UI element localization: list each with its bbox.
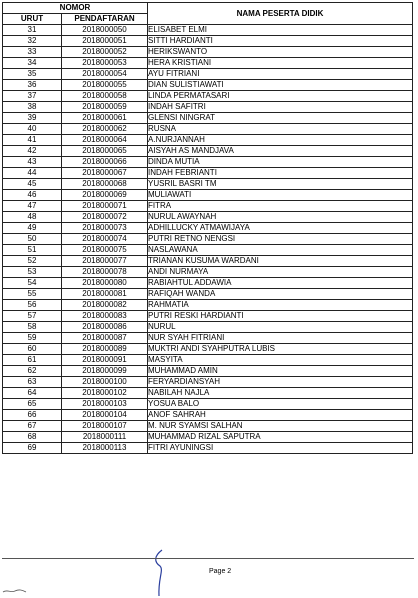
cell-nama: MUKTRI ANDI SYAHPUTRA LUBIS (148, 344, 413, 355)
cell-pendaftaran: 2018000083 (62, 311, 148, 322)
cell-nama: YOSUA BALO (148, 399, 413, 410)
table-row (3, 311, 413, 322)
table-row (3, 201, 413, 212)
table-row (3, 124, 413, 135)
table-row (3, 36, 413, 47)
table-row (3, 278, 413, 289)
cell-nama: MUHAMMAD RIZAL SAPUTRA (148, 432, 413, 443)
cell-pendaftaran: 2018000062 (62, 124, 148, 135)
header-nama-peserta: NAMA PESERTA DIDIK (148, 3, 413, 25)
table-row (3, 58, 413, 69)
footer-divider (2, 558, 414, 559)
cell-pendaftaran: 2018000113 (62, 443, 148, 454)
table-row (3, 91, 413, 102)
table-row (3, 25, 413, 36)
cell-nama: A.NURJANNAH (148, 135, 413, 146)
cell-pendaftaran: 2018000055 (62, 80, 148, 91)
cell-urut: 33 (3, 47, 62, 58)
table-row (3, 289, 413, 300)
table-row (3, 366, 413, 377)
cell-nama: FITRI AYUNINGSI (148, 443, 413, 454)
cell-nama: AYU FITRIANI (148, 69, 413, 80)
cell-pendaftaran: 2018000050 (62, 25, 148, 36)
cell-nama: DIAN SULISTIAWATI (148, 80, 413, 91)
cell-nama: TRIANAN KUSUMA WARDANI (148, 256, 413, 267)
cell-urut: 44 (3, 168, 62, 179)
cell-urut: 38 (3, 102, 62, 113)
cell-urut: 56 (3, 300, 62, 311)
cell-pendaftaran: 2018000107 (62, 421, 148, 432)
cell-urut: 52 (3, 256, 62, 267)
cell-urut: 49 (3, 223, 62, 234)
cell-nama: M. NUR SYAMSI SALHAN (148, 421, 413, 432)
table-row (3, 223, 413, 234)
cell-pendaftaran: 2018000061 (62, 113, 148, 124)
cell-nama: LINDA PERMATASARI (148, 91, 413, 102)
cell-pendaftaran: 2018000089 (62, 344, 148, 355)
table-row (3, 432, 413, 443)
table-row (3, 388, 413, 399)
table-body (3, 25, 413, 454)
pen-stroke-mark (150, 548, 170, 598)
cell-pendaftaran: 2018000073 (62, 223, 148, 234)
table-row (3, 322, 413, 333)
table-row (3, 146, 413, 157)
cell-urut: 58 (3, 322, 62, 333)
corner-scan-mark (2, 588, 28, 594)
cell-nama: GLENSI NINGRAT (148, 113, 413, 124)
cell-nama: HERIKSWANTO (148, 47, 413, 58)
cell-pendaftaran: 2018000078 (62, 267, 148, 278)
table-row (3, 47, 413, 58)
cell-pendaftaran: 2018000103 (62, 399, 148, 410)
cell-pendaftaran: 2018000059 (62, 102, 148, 113)
cell-pendaftaran: 2018000086 (62, 322, 148, 333)
cell-urut: 43 (3, 157, 62, 168)
cell-nama: DINDA MUTIA (148, 157, 413, 168)
table-row (3, 102, 413, 113)
cell-pendaftaran: 2018000100 (62, 377, 148, 388)
cell-nama: RUSNA (148, 124, 413, 135)
cell-pendaftaran: 2018000064 (62, 135, 148, 146)
cell-nama: PUTRI RETNO NENGSI (148, 234, 413, 245)
header-pendaftaran: PENDAFTARAN (62, 14, 148, 25)
cell-urut: 57 (3, 311, 62, 322)
cell-nama: AISYAH AS MANDJAVA (148, 146, 413, 157)
cell-urut: 40 (3, 124, 62, 135)
cell-pendaftaran: 2018000066 (62, 157, 148, 168)
cell-nama: MASYITA (148, 355, 413, 366)
cell-pendaftaran: 2018000067 (62, 168, 148, 179)
cell-urut: 60 (3, 344, 62, 355)
cell-urut: 48 (3, 212, 62, 223)
table-row (3, 113, 413, 124)
cell-pendaftaran: 2018000068 (62, 179, 148, 190)
table-row (3, 267, 413, 278)
table-row (3, 234, 413, 245)
cell-pendaftaran: 2018000091 (62, 355, 148, 366)
cell-nama: NURUL (148, 322, 413, 333)
cell-nama: RAFIQAH WANDA (148, 289, 413, 300)
cell-urut: 46 (3, 190, 62, 201)
cell-pendaftaran: 2018000053 (62, 58, 148, 69)
cell-nama: NUR SYAH FITRIANI (148, 333, 413, 344)
cell-urut: 50 (3, 234, 62, 245)
cell-pendaftaran: 2018000072 (62, 212, 148, 223)
table-row (3, 410, 413, 421)
cell-urut: 65 (3, 399, 62, 410)
cell-urut: 36 (3, 80, 62, 91)
cell-nama: MULIAWATI (148, 190, 413, 201)
cell-nama: NASLAWANA (148, 245, 413, 256)
table-row (3, 399, 413, 410)
page-number: Page 2 (209, 568, 232, 575)
cell-urut: 61 (3, 355, 62, 366)
table-row (3, 245, 413, 256)
cell-urut: 32 (3, 36, 62, 47)
cell-urut: 47 (3, 201, 62, 212)
cell-pendaftaran: 2018000071 (62, 201, 148, 212)
cell-pendaftaran: 2018000104 (62, 410, 148, 421)
table-row (3, 157, 413, 168)
cell-pendaftaran: 2018000111 (62, 432, 148, 443)
table-row (3, 179, 413, 190)
cell-urut: 64 (3, 388, 62, 399)
cell-urut: 34 (3, 58, 62, 69)
cell-urut: 45 (3, 179, 62, 190)
cell-nama: RAHMATIA (148, 300, 413, 311)
table-row (3, 355, 413, 366)
cell-nama: RABIAHTUL ADDAWIA (148, 278, 413, 289)
cell-urut: 59 (3, 333, 62, 344)
cell-pendaftaran: 2018000069 (62, 190, 148, 201)
cell-nama: INDAH SAFITRI (148, 102, 413, 113)
cell-pendaftaran: 2018000058 (62, 91, 148, 102)
cell-urut: 39 (3, 113, 62, 124)
cell-urut: 37 (3, 91, 62, 102)
cell-urut: 67 (3, 421, 62, 432)
table-row (3, 443, 413, 454)
cell-pendaftaran: 2018000074 (62, 234, 148, 245)
cell-nama: MUHAMMAD AMIN (148, 366, 413, 377)
cell-pendaftaran: 2018000051 (62, 36, 148, 47)
cell-urut: 42 (3, 146, 62, 157)
cell-nama: HERA KRISTIANI (148, 58, 413, 69)
cell-pendaftaran: 2018000054 (62, 69, 148, 80)
participant-table (2, 2, 413, 454)
cell-urut: 54 (3, 278, 62, 289)
cell-pendaftaran: 2018000077 (62, 256, 148, 267)
cell-urut: 62 (3, 366, 62, 377)
cell-urut: 53 (3, 267, 62, 278)
cell-nama: NURUL AWAYNAH (148, 212, 413, 223)
cell-nama: ANDI NURMAYA (148, 267, 413, 278)
cell-urut: 66 (3, 410, 62, 421)
cell-pendaftaran: 2018000075 (62, 245, 148, 256)
table-row (3, 80, 413, 91)
table-row (3, 168, 413, 179)
cell-nama: INDAH FEBRIANTI (148, 168, 413, 179)
header-urut: URUT (3, 14, 62, 25)
table-row (3, 190, 413, 201)
table-row (3, 421, 413, 432)
table-row (3, 300, 413, 311)
cell-nama: PUTRI RESKI HARDIANTI (148, 311, 413, 322)
cell-nama: ANOF SAHRAH (148, 410, 413, 421)
cell-nama: SITTI HARDIANTI (148, 36, 413, 47)
cell-urut: 55 (3, 289, 62, 300)
cell-nama: ADHILLUCKY ATMAWIJAYA (148, 223, 413, 234)
cell-urut: 31 (3, 25, 62, 36)
cell-nama: ELISABET ELMI (148, 25, 413, 36)
cell-pendaftaran: 2018000065 (62, 146, 148, 157)
cell-nama: YUSRIL BASRI TM (148, 179, 413, 190)
cell-pendaftaran: 2018000102 (62, 388, 148, 399)
cell-urut: 51 (3, 245, 62, 256)
cell-nama: FITRA (148, 201, 413, 212)
cell-urut: 41 (3, 135, 62, 146)
table-row (3, 377, 413, 388)
table-row (3, 212, 413, 223)
cell-pendaftaran: 2018000099 (62, 366, 148, 377)
cell-nama: FERYARDIANSYAH (148, 377, 413, 388)
table-row (3, 69, 413, 80)
header-nomor: NOMOR (3, 3, 148, 14)
cell-nama: NABILAH NAJLA (148, 388, 413, 399)
table-row (3, 333, 413, 344)
cell-urut: 35 (3, 69, 62, 80)
cell-urut: 63 (3, 377, 62, 388)
cell-pendaftaran: 2018000052 (62, 47, 148, 58)
cell-pendaftaran: 2018000081 (62, 289, 148, 300)
cell-pendaftaran: 2018000087 (62, 333, 148, 344)
cell-urut: 69 (3, 443, 62, 454)
table-row (3, 135, 413, 146)
table-row (3, 256, 413, 267)
cell-pendaftaran: 2018000082 (62, 300, 148, 311)
table-row (3, 344, 413, 355)
cell-urut: 68 (3, 432, 62, 443)
cell-pendaftaran: 2018000080 (62, 278, 148, 289)
